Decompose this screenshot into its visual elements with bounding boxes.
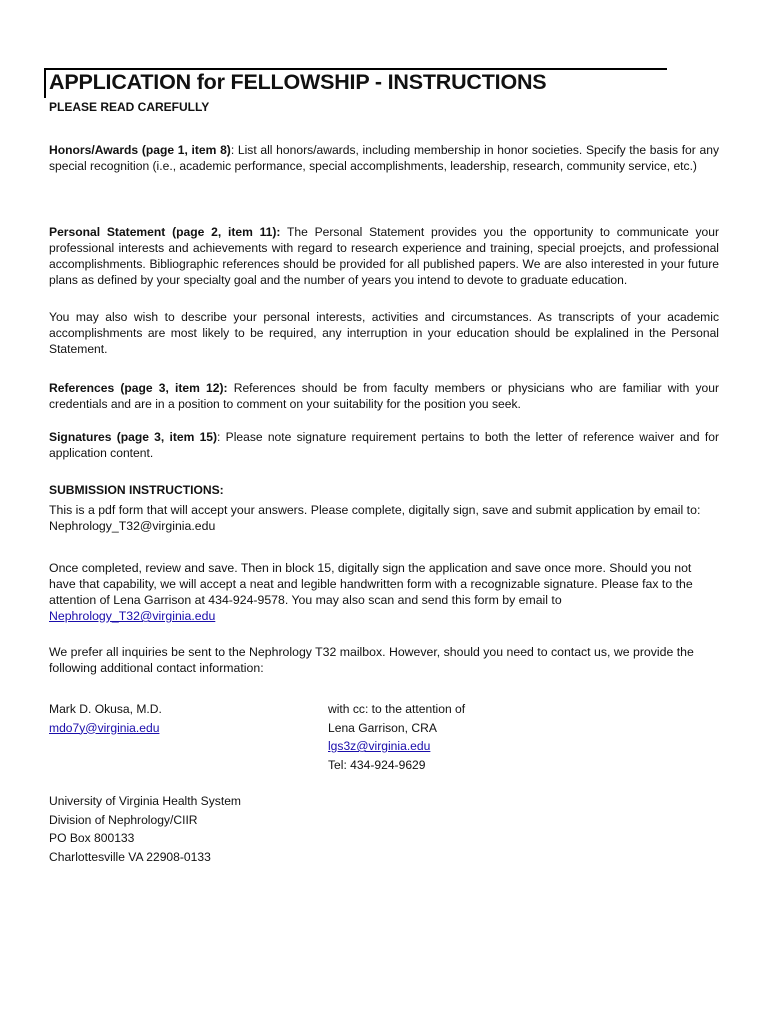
address-line-1: University of Virginia Health System (49, 794, 242, 808)
nephrology-email-link[interactable]: Nephrology_T32@virginia.edu (49, 609, 216, 623)
contact-garrison (328, 700, 465, 774)
completed-paragraph (49, 560, 719, 624)
inquiries-text: We prefer all inquiries be sent to the Nephrology T32 mailbox. However, should you need to contact us, we provide the following additional contact information: (49, 645, 694, 675)
completed-text: Once completed, review and save. Then in block 15, digitally sign the application and save once more. Should you not have that capability, we will accept a neat and legible handwritten form with a recognizable signature. Please fax to the attention of Lena Garrison at 434-924-9578. You may also scan and send this form by email to (49, 561, 693, 607)
references-paragraph (49, 380, 719, 412)
address-line-4: Charlottesville VA 22908-0133 (49, 849, 211, 864)
inquiries-paragraph (49, 644, 719, 676)
garrison-name: Lena Garrison, CRA (328, 720, 437, 735)
mailing-address (49, 792, 241, 866)
submission-paragraph (49, 502, 719, 534)
references-label: References (page 3, item 12): (49, 381, 228, 395)
okusa-name: Mark D. Okusa, M.D. (49, 702, 162, 716)
personal-interests-text: You may also wish to describe your personal interests, activities and circumstances. As transcripts of your academic accomplishments are most likely to be required, any interruption in your education should be explalined in the Personal Statement. (49, 310, 719, 356)
address-line-2: Division of Nephrology/CIIR (49, 812, 198, 827)
submission-heading (49, 482, 719, 498)
personal-statement-label: Personal Statement (page 2, item 11): (49, 225, 281, 239)
submission-heading-text: SUBMISSION INSTRUCTIONS: (49, 483, 224, 497)
garrison-tel: Tel: 434-924-9629 (328, 757, 426, 772)
personal-interests-paragraph (49, 309, 719, 357)
personal-statement-paragraph (49, 224, 719, 288)
submission-email: Nephrology_T32@virginia.edu (49, 519, 216, 533)
okusa-email-link[interactable]: mdo7y@virginia.edu (49, 720, 160, 735)
title-left-bar (44, 70, 46, 98)
address-line-3: PO Box 800133 (49, 831, 135, 845)
page-subtitle: PLEASE READ CAREFULLY (49, 100, 210, 114)
honors-text: : List all honors/awards, including membership in honor societies. Specify the basis for any special recognition (i.e., academic performance, special accomplishments, leadership, research, community service, etc.) (49, 143, 719, 173)
page-title: APPLICATION for FELLOWSHIP - INSTRUCTIONS (49, 70, 547, 94)
contact-okusa (49, 700, 162, 737)
references-text: References should be from faculty members or physicians who are familiar with your credentials and are in a position to comment on your suitability for the position you seek. (49, 381, 719, 411)
signatures-paragraph (49, 429, 719, 461)
garrison-cc-line: with cc: to the attention of (328, 702, 466, 716)
signatures-label: Signatures (page 3, item 15) (49, 430, 218, 444)
honors-label: Honors/Awards (page 1, item 8) (49, 143, 231, 157)
submission-line-1: This is a pdf form that will accept your answers. Please complete, digitally sign, save and submit application by email to: (49, 503, 701, 517)
personal-statement-text: The Personal Statement provides you the opportunity to communicate your professional interests and achievements with regard to research experience and training, special proejcts, and professional accomplishments. Bibliographic references should be provided for all published papers. We are also interested in your future plans as defined by your specialty goal and the number of years you intend to devote to graduate education. (49, 225, 720, 287)
honors-paragraph (49, 142, 719, 174)
garrison-email-link[interactable]: lgs3z@virginia.edu (328, 739, 431, 753)
signatures-text: : Please note signature requirement pertains to both the letter of reference waiver and for application content. (49, 430, 719, 460)
